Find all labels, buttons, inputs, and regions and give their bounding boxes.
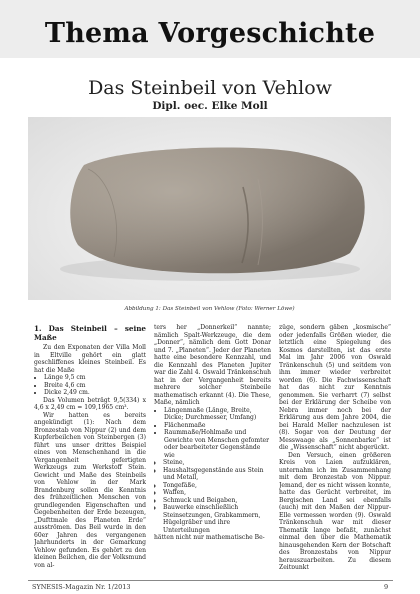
paragraph: Den Versuch, einen größeren Kreis von Laien aufzuklären, unternahm ich im Zusammenhang mit dem Bronzestab von Nippur. Jemand, der es nicht wissen konnte, hatte das Gerücht verbreitet, im Bergischen Land sei ebenfalls (auch) mit den Maßen der Nippur-Elle vermessen worden (9). Oswald Tränkenschuh war mit dieser Thematik lange befaßt, zunächst einmal den über die Mathematik hinausgehenden Kern der Botschaft des Bronzestabs von Nippur herauszuarbeiten. Zu diesem Zeitpunkt <box>279 451 391 569</box>
list-item: ◦ Haushaltsgegenstände aus Stein und Metall, <box>163 467 271 482</box>
measurement-list <box>34 374 146 397</box>
text-column-3 <box>279 324 391 569</box>
paragraph: züge, sondern gäben „kosmische“ oder jedenfalls Größen wieder, die letztlich eine Spiegelung des Kosmos darstellten, ist das erste Mal im Jahr 2006 von Oswald Tränkenschuh (5) und seitdem von ihm immer wieder verbreitet worden (6). Die Fachwissenschaft hat das nicht zur Kenntnis genommen. Sie verharrt (7) selbst bei der Erklärung der Scheibe von Nebra immer noch bei der Erklärung aus dem Jahre 2004, die bei Harald Meller nachzulesen ist (8). Sogar von der Deutung der Messwaage als „Sonnenbarke“ ist die „Wissenschaft“ nicht abgerückt. <box>279 324 391 451</box>
footer-rule <box>28 580 393 581</box>
paragraph: hätten nicht nur mathematische Be- <box>154 534 265 541</box>
object-types-list <box>154 459 271 534</box>
footer-magazine: SYNESIS-Magazin Nr. 1/2013 <box>32 583 131 591</box>
section-title: Thema Vorgeschichte <box>44 18 376 49</box>
stone-axe-illustration <box>28 117 391 300</box>
author-name: Dipl. oec. Elke Moll <box>152 100 268 112</box>
paragraph: Wir hatten es bereits angekündigt (1): Nach dem Bronzestab von Nippur (2) und dem Kupferbeilchen von Steinbergen (3) führt uns unser drittes Beispiel eines von Menschenhand in die Vergangenheit gefertigten Werkzeugs zum Werkstoff Stein. Gewicht und Maße des Steinbeils von Vehlow in der Mark Brandenburg sollen die Kenntnis des frühzeitlichen Menschen von grundlegenden Eigenschaften und Gegebenheiten der Erde bezeugen, „Dufttmale des Planeten Erde“ ausströmen. Das Beil wurde in den 60er Jahren des vergangenen Jahrhunderts in der Gemarkung Vehlow gefunden. Es gehört zu den kleinen Beilchen, die der Volksmund von al- <box>34 411 146 569</box>
article-title: Das Steinbeil von Vehlow <box>88 77 332 99</box>
list-item: • Breite 4,6 cm <box>44 382 146 390</box>
article-body <box>34 324 390 569</box>
stone-axe-photo <box>28 117 391 300</box>
section-heading: 1. Das Steinbeil – seine Maße <box>34 324 146 342</box>
list-item: ◦ Schmuck und Beigaben, <box>163 497 271 505</box>
list-item: • Raummaße/Hohlmaße und Gewichte von Menschen gefomter oder bearbeiteter Gegenstände wie <box>164 429 271 459</box>
paragraph: Zu den Exponaten der Villa Moll in Eltville gehört ein glatt geschliffenes kleines Steinbeil. Es hat die Maße <box>34 344 146 374</box>
text-column-1 <box>34 324 146 569</box>
list-item: ◦ Steine, <box>163 459 271 467</box>
page-number: 9 <box>384 583 389 591</box>
list-item: ◦ Bauwerke einschließlich Steinsetzungen, Grabkammern, Hügelgräber und ihre Unterteilungen <box>163 504 271 534</box>
paragraph: Das Volumen beträgt 9,5(334) x 4,6 x 2,49 cm = 109,1965 cm³. <box>34 396 146 411</box>
list-item: • Dicke 2,49 cm. <box>44 389 146 397</box>
list-item: • Längenmaße (Länge, Breite, Dicke; Durchmesser, Umfang) <box>164 407 271 422</box>
list-item: ◦ Waffen, <box>163 489 271 497</box>
text-column-2 <box>154 324 271 569</box>
list-item: ◦ Tongefäße, <box>163 482 271 490</box>
figure-caption: Abbildung 1: Das Steinbeil von Vehlow (Foto: Werner Löwe) <box>124 306 295 312</box>
measure-types-list <box>154 407 271 460</box>
list-item: • Flächenmaße <box>164 422 271 430</box>
list-item: • Länge 9,5 cm <box>44 374 146 382</box>
paragraph: ters her „Donnerkeil“ nannte; nämlich Spalt-Werkzeuge, die dem „Donner“, nämlich dem Gott Donar und 7. „Planeten“. Jeder der Planeten hatte eine besondere Kennzahl, und die Kennzahl des Planeten Jupiter war die Zahl 4. Oswald Tränkenschuh hat in der Vergangenheit bereits mehrere solcher Steinbeile mathematisch erkannt (4). Die These, Maße, nämlich <box>154 324 271 406</box>
